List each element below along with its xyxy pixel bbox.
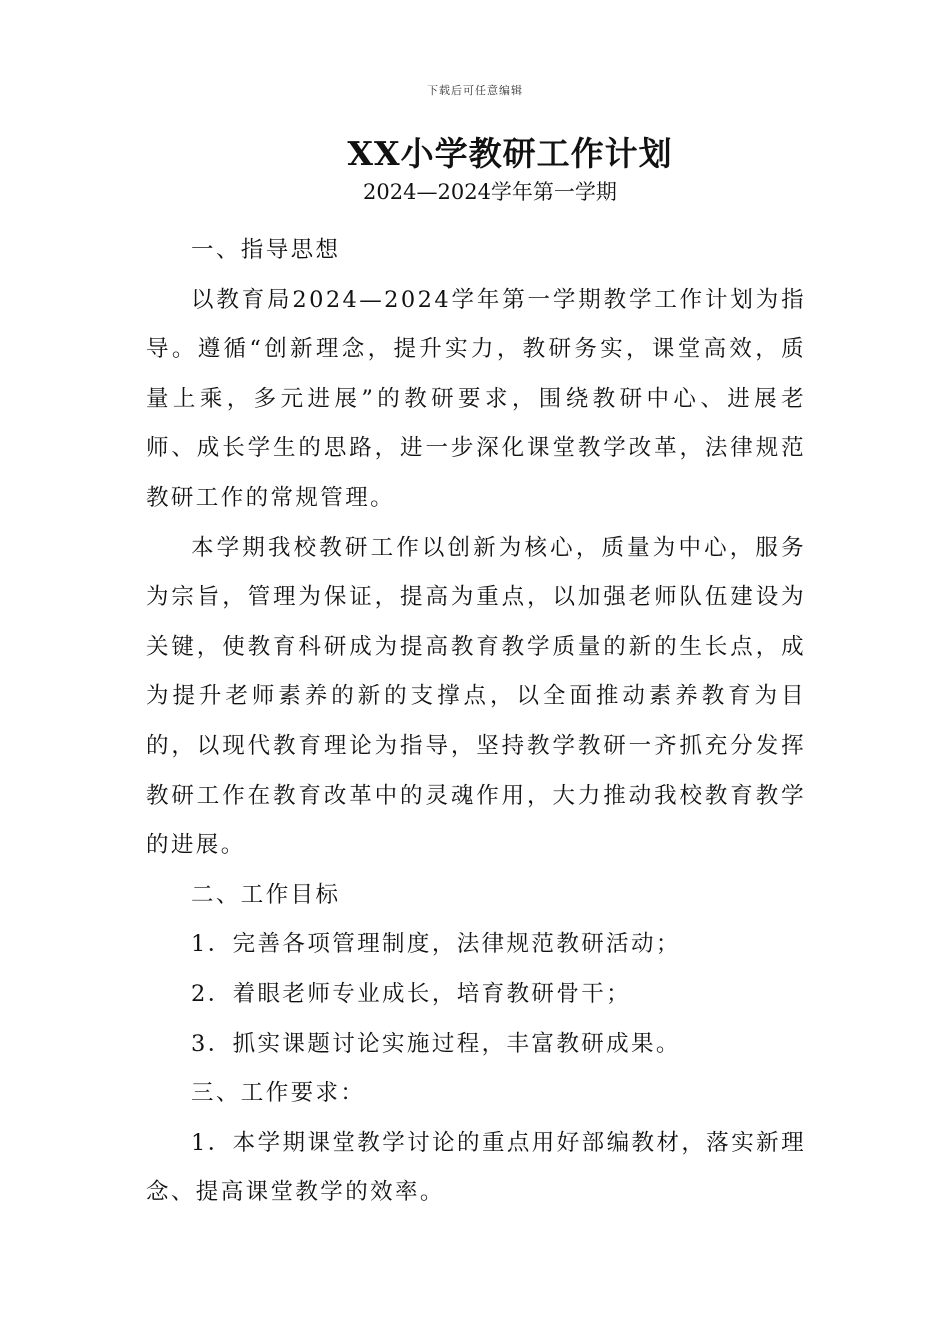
header-note: 下载后可任意编辑 <box>427 84 523 97</box>
section-heading-guiding-ideology: 一、指导思想 <box>191 237 341 263</box>
document-body <box>146 226 806 1218</box>
list-item-goal-3: 3．抓实课题讨论实施过程，丰富教研成果。 <box>191 1030 681 1057</box>
section-heading-work-requirements: 三、工作要求： <box>191 1080 366 1107</box>
list-item-requirement-1: 1．本学期课堂教学讨论的重点用好部编教材，落实新理念、提高课堂教学的效率。 <box>146 1129 806 1206</box>
section-heading-work-goals: 二、工作目标 <box>191 881 341 908</box>
document-title: XX小学教研工作计划 <box>347 134 673 173</box>
paragraph-guiding-ideology: 以教育局2024—2024学年第一学期教学工作计划为指导。遵循“创新理念，提升实力，教研务实，课堂高效，质量上乘，多元进展”的教研要求，围绕教研中心、进展老师、成长学生的思路，进一步深化课堂教学改革，法律规范教研工作的常规管理。 <box>146 286 806 511</box>
document-subtitle: 2024—2024学年第一学期 <box>363 180 617 204</box>
list-item-goal-1: 1．完善各项管理制度，法律规范教研活动； <box>191 931 681 958</box>
list-item-goal-2: 2．着眼老师专业成长，培育教研骨干； <box>191 980 632 1007</box>
paragraph-semester-focus: 本学期我校教研工作以创新为核心，质量为中心，服务为宗旨，管理为保证，提高为重点，以加强老师队伍建设为关键，使教育科研成为提高教育教学质量的新的生长点，成为提升老师素养的新的支撑点，以全面推动素养教育为目的，以现代教育理论为指导，坚持教学教研一齐抓充分发挥教研工作在教育改革中的灵魂作用，大力推动我校教育教学的进展。 <box>146 534 806 859</box>
